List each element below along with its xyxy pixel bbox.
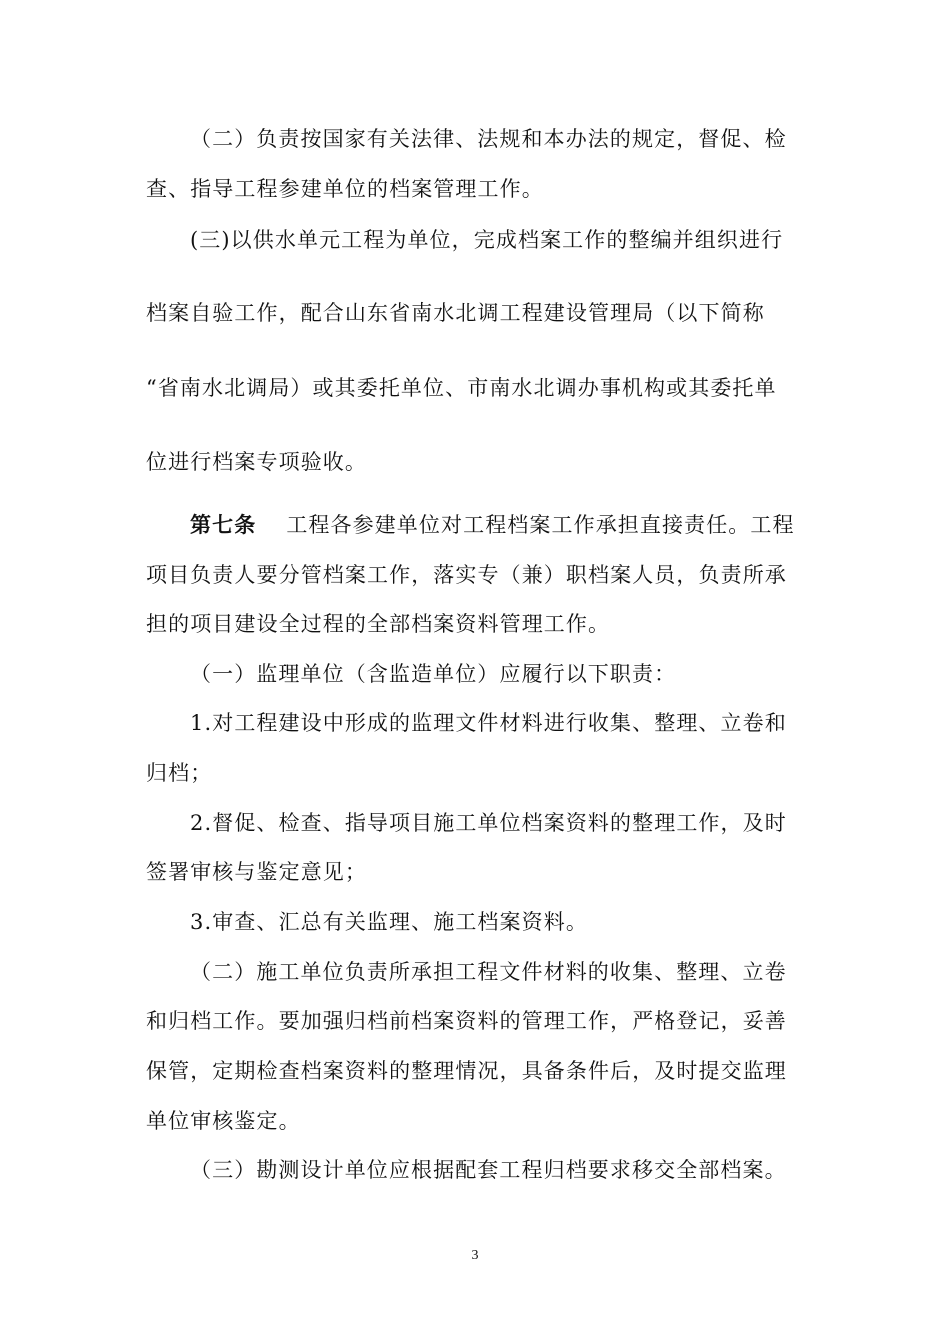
paragraph-line: （三）勘测设计单位应根据配套工程归档要求移交全部档案。 — [190, 1158, 787, 1182]
page-number: 3 — [471, 1248, 479, 1263]
paragraph-line: 3.审查、汇总有关监理、施工档案资料。 — [190, 910, 588, 934]
paragraph-line: 2.督促、检查、指导项目施工单位档案资料的整理工作，及时 — [190, 811, 787, 835]
paragraph-line: 项目负责人要分管档案工作，落实专（兼）职档案人员，负责所承 — [146, 563, 787, 587]
paragraph-line: 档案自验工作，配合山东省南水北调工程建设管理局（以下简称 — [146, 301, 765, 325]
paragraph-line: 保管，定期检查档案资料的整理情况，具备条件后，及时提交监理 — [146, 1059, 787, 1083]
paragraph-line: 签署审核与鉴定意见； — [146, 860, 367, 884]
paragraph-line: 和归档工作。要加强归档前档案资料的管理工作，严格登记，妥善 — [146, 1009, 787, 1033]
paragraph-line: 归档； — [146, 761, 213, 785]
paragraph-line: （二）负责按国家有关法律、法规和本办法的规定，督促、检 — [190, 127, 787, 151]
paragraph-line: 位进行档案专项验收。 — [146, 450, 367, 474]
paragraph-line: 担的项目建设全过程的全部档案资料管理工作。 — [146, 612, 611, 636]
paragraph-line: (三)以供水单元工程为单位，完成档案工作的整编并组织进行 — [190, 228, 784, 252]
paragraph-line: （一）监理单位（含监造单位）应履行以下职责： — [190, 662, 677, 686]
paragraph-line: 单位审核鉴定。 — [146, 1109, 301, 1133]
paragraph-line: “省南水北调局）或其委托单位、市南水北调办事机构或其委托单 — [146, 376, 777, 400]
paragraph-line: （二）施工单位负责所承担工程文件材料的收集、整理、立卷 — [190, 960, 787, 984]
article-label: 第七条 — [190, 512, 257, 537]
article-seven-first-line — [190, 510, 795, 540]
article-text: 工程各参建单位对工程档案工作承担直接责任。工程 — [286, 513, 795, 537]
paragraph-line: 查、指导工程参建单位的档案管理工作。 — [146, 177, 544, 201]
paragraph-line: 1.对工程建设中形成的监理文件材料进行收集、整理、立卷和 — [190, 711, 787, 735]
